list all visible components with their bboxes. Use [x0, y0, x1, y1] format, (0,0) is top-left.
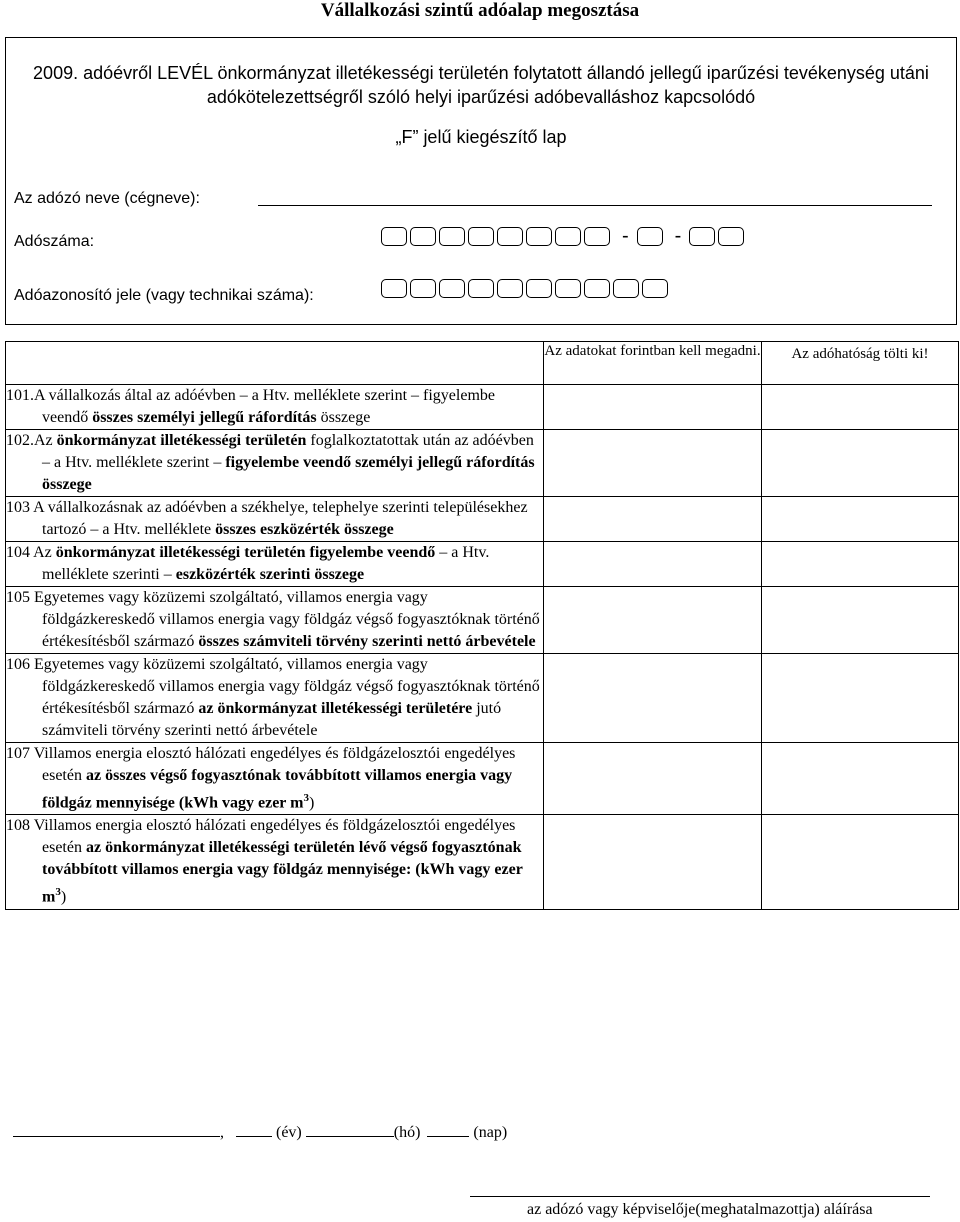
row-text: A vállalkozásnak az adóévben a székhelye, telephelye szerinti településekhez tartozó – a Htv. melléklete: [30, 499, 528, 538]
row-text: összege: [316, 409, 371, 426]
authority-cell: [762, 743, 959, 815]
tax-number-separator: -: [674, 225, 682, 247]
amount-cell[interactable]: [544, 385, 762, 430]
date-line: [13, 1120, 507, 1142]
form-subtitle: „F” jelű kiegészítő lap: [395, 127, 567, 147]
signature-label: az adózó vagy képviselője(meghatalmazottja) aláírása: [527, 1201, 873, 1218]
digit-box[interactable]: [468, 279, 494, 298]
table-row-105: [6, 587, 959, 654]
row-text: Egyetemes vagy közüzemi szolgáltató, villamos energia vagy földgázkereskedő villamos energia vagy földgáz végső fogyasztóknak történő értékesítésből származó: [30, 589, 540, 650]
row-text: foglalkoztatottak után az adóévben – a Htv. melléklete szerint –: [42, 432, 534, 471]
row-number: 102: [6, 432, 30, 449]
page-title: Vállalkozási szintű adóalap megosztása: [320, 0, 640, 21]
row-text: Villamos energia elosztó hálózati engedélyes és földgázelosztói engedélyes esetén: [30, 817, 516, 857]
authority-cell: [762, 430, 959, 497]
row-text: összes eszközérték összege: [215, 521, 394, 538]
row-description: [6, 587, 544, 654]
year-label: (év): [276, 1124, 302, 1141]
table-row-104: [6, 542, 959, 587]
digit-box[interactable]: [381, 279, 407, 298]
table-row-102: [6, 430, 959, 497]
row-description: [6, 654, 544, 743]
digit-box[interactable]: [439, 279, 465, 298]
authority-cell: [762, 542, 959, 587]
row-text: .Az: [30, 432, 57, 449]
authority-cell: [762, 497, 959, 542]
amount-cell[interactable]: [544, 743, 762, 815]
row-description: [6, 430, 544, 497]
row-text: – a Htv. melléklete szerinti –: [42, 544, 490, 583]
row-description: [6, 815, 544, 909]
row-text: 3: [55, 886, 61, 899]
row-number: 106: [6, 656, 30, 673]
row-text: ): [60, 888, 67, 906]
place-field[interactable]: [13, 1120, 220, 1137]
row-description: [6, 743, 544, 815]
taxpayer-name-label: Az adózó neve (cégneve):: [14, 190, 200, 207]
digit-box[interactable]: [637, 227, 663, 246]
signature-field[interactable]: [470, 1196, 930, 1197]
row-description: [6, 385, 544, 430]
digit-box[interactable]: [613, 279, 639, 298]
digit-box[interactable]: [555, 279, 581, 298]
tax-id-label: Adóazonosító jele (vagy technikai száma):: [14, 287, 314, 304]
row-number: 108: [6, 817, 30, 835]
row-number: 105: [6, 589, 30, 606]
date-comma: ,: [220, 1124, 224, 1141]
row-description: [6, 497, 544, 542]
authority-cell: [762, 385, 959, 430]
digit-box[interactable]: [718, 227, 744, 246]
digit-box[interactable]: [689, 227, 715, 246]
digit-box[interactable]: [526, 279, 552, 298]
row-number: 101: [6, 387, 30, 404]
row-text: 3: [303, 792, 309, 804]
table-row-101: [6, 385, 959, 430]
row-text: eszközérték szerinti összege: [175, 566, 365, 583]
amount-column-header: Az adatokat forintban kell megadni.: [544, 342, 762, 385]
month-label: (hó): [393, 1124, 421, 1141]
table-row-103: [6, 497, 959, 542]
row-number: 104: [6, 544, 30, 561]
row-text: összes számviteli törvény szerinti nettó árbevétele: [198, 633, 536, 650]
data-table: [5, 341, 959, 910]
amount-cell[interactable]: [544, 654, 762, 743]
row-text: önkormányzat illetékességi területén: [56, 432, 307, 449]
day-label: (nap): [473, 1124, 508, 1141]
day-field[interactable]: [427, 1120, 469, 1137]
digit-box[interactable]: [526, 227, 552, 246]
row-text: jutó számviteli törvény szerinti nettó árbevétele: [42, 700, 502, 739]
amount-cell[interactable]: [544, 542, 762, 587]
tax-id-field[interactable]: [381, 279, 671, 298]
digit-box[interactable]: [468, 227, 494, 246]
row-text: önkormányzat illetékességi területén figyelembe veendő: [55, 544, 436, 561]
authority-cell: [762, 654, 959, 743]
digit-box[interactable]: [439, 227, 465, 246]
row-description: [6, 542, 544, 587]
digit-box[interactable]: [584, 279, 610, 298]
amount-cell[interactable]: [544, 587, 762, 654]
row-text: ): [308, 794, 315, 812]
month-field[interactable]: [306, 1120, 394, 1137]
row-text: figyelembe veendő személyi jellegű ráfordítás összege: [42, 454, 535, 493]
row-text: az összes végső fogyasztónak továbbított villamos energia vagy földgáz mennyisége (kWh vagy ezer m: [42, 767, 513, 812]
row-text: Az: [30, 544, 56, 561]
row-text: az önkormányzat illetékességi területére: [198, 700, 473, 717]
table-header-row: [6, 342, 959, 385]
row-text: Villamos energia elosztó hálózati engedélyes és földgázelosztói engedélyes esetén: [30, 745, 516, 784]
authority-cell: [762, 587, 959, 654]
digit-box[interactable]: [584, 227, 610, 246]
table-row-106: [6, 654, 959, 743]
amount-cell[interactable]: [544, 430, 762, 497]
row-text: összes személyi jellegű ráfordítás: [92, 409, 317, 426]
digit-box[interactable]: [381, 227, 407, 246]
authority-column-header: Az adóhatóság tölti ki!: [762, 342, 959, 385]
taxpayer-name-field[interactable]: [258, 205, 932, 206]
digit-box[interactable]: [497, 227, 523, 246]
digit-box[interactable]: [410, 279, 436, 298]
header-line-2: adókötelezettségről szóló helyi iparűzési adóbevalláshoz kapcsolódó: [206, 87, 756, 107]
amount-cell[interactable]: [544, 815, 762, 909]
digit-box[interactable]: [555, 227, 581, 246]
year-field[interactable]: [236, 1120, 272, 1137]
authority-cell: [762, 815, 959, 909]
row-text: .A vállalkozás által az adóévben – a Htv. melléklete szerint – figyelembe veendő: [30, 387, 495, 426]
table-row-107: [6, 743, 959, 815]
row-text: az önkormányzat illetékességi területén lévő végső fogyasztónak továbbított villamos energia vagy földgáz mennyisége: (kWh vagy ezer m: [42, 839, 523, 906]
amount-cell[interactable]: [544, 497, 762, 542]
row-text: Egyetemes vagy közüzemi szolgáltató, villamos energia vagy földgázkereskedő villamos energia vagy földgáz végső fogyasztóknak történő értékesítésből származó: [30, 656, 540, 717]
tax-number-separator: -: [622, 225, 629, 247]
tax-number-field[interactable]: [381, 227, 747, 246]
tax-number-label: Adószáma:: [14, 233, 95, 250]
digit-box[interactable]: [497, 279, 523, 298]
table-row-108: [6, 815, 959, 909]
header-line-1: 2009. adóévről LEVÉL önkormányzat illetékességi területén folytatott állandó jellegű iparűzési tevékenység utáni: [33, 63, 929, 83]
digit-box[interactable]: [642, 279, 668, 298]
row-number: 103: [6, 499, 30, 516]
digit-box[interactable]: [410, 227, 436, 246]
row-number: 107: [6, 745, 30, 762]
